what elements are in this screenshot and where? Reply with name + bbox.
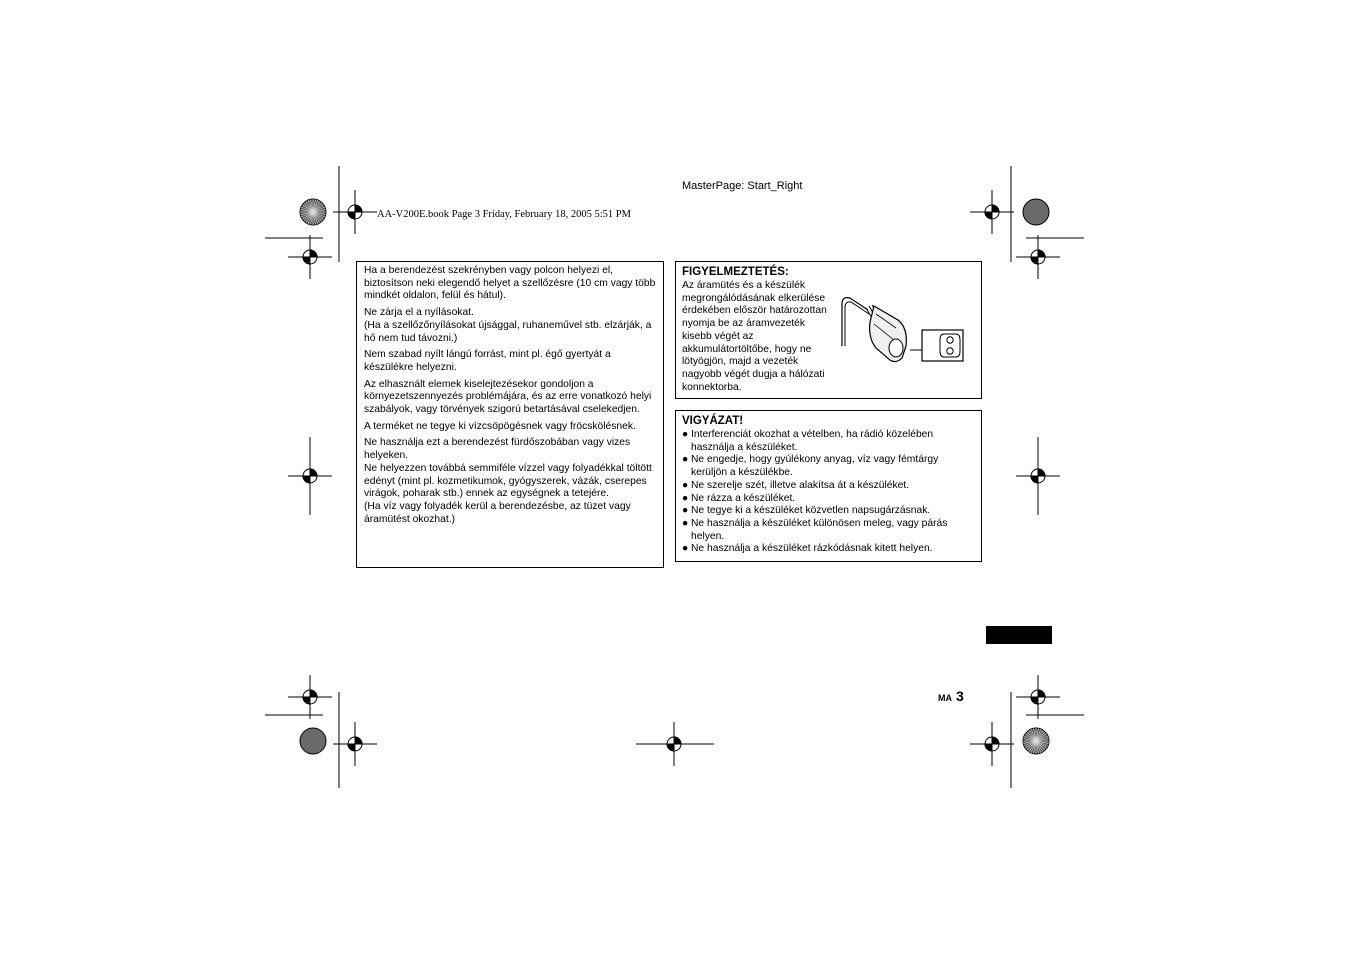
bullet-icon: ●: [682, 479, 689, 491]
bullet-icon: ●: [682, 492, 689, 504]
page-number-prefix: MA: [938, 693, 952, 703]
page-number: [938, 688, 964, 706]
note-liquid-containers: Ne helyezzen továbbá semmiféle vízzel vagy folyadékkal töltött edényt (mint pl. kozmetikumok, gyógyszerek, vázák, cserepes virágok, poharak stb.) ennek az egységnek a tetejére.: [364, 462, 652, 500]
caution-item: ● Ne használja a készüléket különösen meleg, vagy párás helyen.: [682, 517, 948, 542]
note-liquid-hazard: (Ha víz vagy folyadék kerül a berendezésbe, az tüzet vagy áramütést okozhat.): [364, 500, 631, 525]
note-openings-detail: (Ha a szellőzőnyílásokat újsággal, ruhaneművel stb. elzárják, a hő nem tud távozni.): [364, 319, 652, 344]
bullet-icon: ●: [682, 543, 689, 555]
book-info-line: AA-V200E.book Page 3 Friday, February 18, 2005 5:51 PM: [377, 209, 631, 220]
note-ventilation: Ha a berendezést szekrényben vagy polcon helyezi el, biztosítson neki elegendő helyet a szellőzésre (10 cm vagy több mindkét oldalon, felül és hátul).: [364, 265, 656, 302]
language-tab-marker: [986, 626, 1052, 644]
caution-item: ● Interferenciát okozhat a vételben, ha rádió közelében használja a készüléket.: [682, 429, 934, 453]
safety-notes-box: [356, 261, 664, 568]
caution-item: ● Ne tegye ki a készüléket közvetlen napsugárzásnak.: [682, 505, 931, 517]
warning-text: Az áramütés és a készülék megrongálódásának elkerülése érdekében először határozottan nyomja be az áramvezeték kisebb végét az akkumulátortöltőbe, hogy ne lötyögjön, majd a vezeték nagyobb végét dugja a hálózati konnektorba.: [682, 280, 827, 393]
warning-title: FIGYELMEZTETÉS:: [682, 266, 789, 278]
bullet-icon: ●: [682, 454, 689, 466]
note-open-flame: Nem szabad nyílt lángú forrást, mint pl. égő gyertyát a készülékre helyezni.: [364, 349, 611, 373]
warning-box: [675, 261, 982, 399]
caution-item: ● Ne engedje, hogy gyúlékony anyag, víz vagy fémtárgy kerüljön a készülékbe.: [682, 454, 939, 479]
caution-list: [682, 429, 975, 556]
bullet-icon: ●: [682, 517, 689, 529]
caution-item: ● Ne szerelje szét, illetve alakítsa át a készüléket.: [682, 479, 910, 491]
caution-title: VIGYÁZAT!: [682, 415, 744, 427]
note-openings: Ne zárja el a nyílásokat.: [364, 307, 474, 319]
caution-box: [675, 410, 982, 562]
page-number-value: 3: [956, 688, 964, 704]
power-cord-illustration: [836, 290, 968, 380]
bullet-icon: ●: [682, 429, 689, 440]
caution-item: ● Ne használja a készüléket rázkódásnak kitett helyen.: [682, 543, 933, 555]
note-bathroom: Ne használja ezt a berendezést fürdőszobában vagy vizes helyeken.: [364, 437, 631, 462]
caution-item: ● Ne rázza a készüléket.: [682, 492, 796, 504]
masterpage-label: MasterPage: Start_Right: [682, 180, 803, 192]
note-battery-disposal: Az elhasznált elemek kiselejtezésekor gondoljon a környezetszennyezés problémájára, és az erre vonatkozó helyi szabályok, vagy törvények szigorú betartásával cselekedjen.: [364, 378, 652, 416]
bullet-icon: ●: [682, 505, 689, 517]
note-dripping: A terméket ne tegye ki vízcsöpögésnek vagy fröcskölésnek.: [364, 420, 636, 432]
